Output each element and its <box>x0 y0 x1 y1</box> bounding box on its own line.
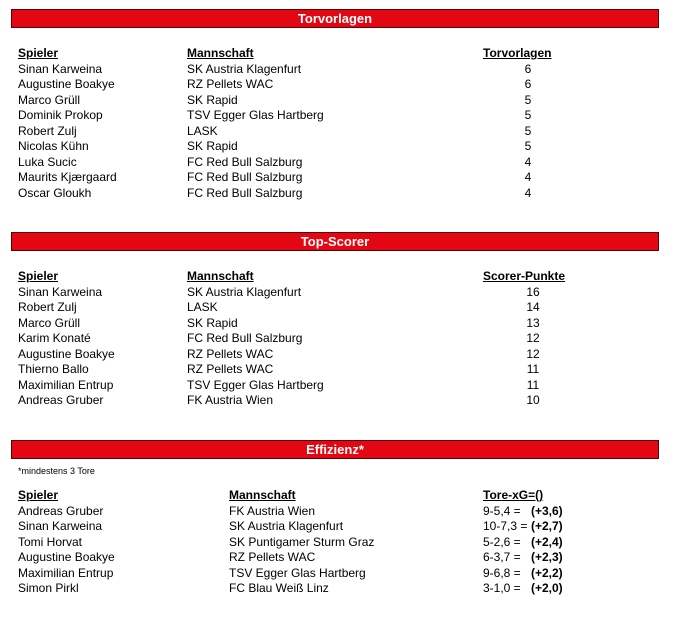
player-name: Maximilian Entrup <box>18 565 114 580</box>
team-name: RZ Pellets WAC <box>187 346 274 361</box>
team-name: TSV Egger Glas Hartberg <box>187 377 324 392</box>
goals-minus-xg: 6-3,7 = <box>483 550 521 564</box>
goals-minus-xg: 9-5,4 = <box>483 503 521 518</box>
header-value: Torvorlagen <box>483 46 552 60</box>
stat-value: 5 <box>524 139 532 153</box>
stat-value: 14 <box>526 300 540 314</box>
stat-value: 11 <box>526 362 540 376</box>
team-name: FK Austria Wien <box>229 503 316 518</box>
efficiency-diff: (+3,6) <box>531 503 563 518</box>
player-name: Simon Pirkl <box>18 581 79 595</box>
stat-value: 11 <box>526 377 540 392</box>
player-name: Thierno Ballo <box>18 362 89 376</box>
stat-value: 4 <box>524 154 532 169</box>
stat-value: 13 <box>526 315 540 330</box>
header-player: Spieler <box>18 488 59 502</box>
goals-minus-xg: 9-6,8 = <box>483 565 521 580</box>
goals-minus-xg: 3-1,0 = <box>483 581 521 595</box>
stat-value: 12 <box>526 331 540 345</box>
efficiency-diff: (+2,2) <box>531 565 563 580</box>
header-team: Mannschaft <box>229 488 296 502</box>
stat-value: 5 <box>524 123 532 138</box>
header-player: Spieler <box>18 46 59 60</box>
topscorer-section <box>11 232 659 407</box>
efficiency-diff: (+2,7) <box>531 519 563 533</box>
torvorlagen-section <box>11 9 659 200</box>
team-name: FC Blau Weiß Linz <box>229 581 329 595</box>
team-name: LASK <box>187 300 218 314</box>
effizienz-title: Effizienz* <box>11 440 659 459</box>
team-name: RZ Pellets WAC <box>187 77 274 91</box>
topscorer-title: Top-Scorer <box>11 232 659 251</box>
team-name: FK Austria Wien <box>187 393 274 407</box>
player-name: Nicolas Kühn <box>18 139 89 153</box>
player-name: Robert Zulj <box>18 123 77 138</box>
player-name: Sinan Karweina <box>18 61 103 76</box>
stat-value: 5 <box>524 108 532 122</box>
stat-value: 16 <box>526 284 540 299</box>
player-name: Luka Sucic <box>18 154 77 169</box>
player-name: Maurits Kjærgaard <box>18 170 117 184</box>
team-name: FC Red Bull Salzburg <box>187 170 303 184</box>
stat-value: 4 <box>524 185 532 200</box>
team-name: RZ Pellets WAC <box>229 550 316 564</box>
efficiency-diff: (+2,3) <box>531 550 563 564</box>
team-name: SK Austria Klagenfurt <box>187 284 302 299</box>
stat-value: 5 <box>524 92 532 107</box>
team-name: FC Red Bull Salzburg <box>187 185 303 200</box>
player-name: Maximilian Entrup <box>18 377 114 392</box>
player-name: Oscar Gloukh <box>18 185 92 200</box>
team-name: FC Red Bull Salzburg <box>187 331 303 345</box>
stat-value: 12 <box>526 346 540 361</box>
team-name: SK Austria Klagenfurt <box>187 61 302 76</box>
team-name: TSV Egger Glas Hartberg <box>229 565 366 580</box>
effizienz-section <box>11 440 659 595</box>
effizienz-footnote: *mindestens 3 Tore <box>18 466 95 476</box>
team-name: FC Red Bull Salzburg <box>187 154 303 169</box>
team-name: SK Rapid <box>187 315 238 330</box>
player-name: Dominik Prokop <box>18 108 103 122</box>
team-name: RZ Pellets WAC <box>187 362 274 376</box>
header-player: Spieler <box>18 269 59 283</box>
team-name: SK Austria Klagenfurt <box>229 519 344 533</box>
team-name: SK Rapid <box>187 139 238 153</box>
team-name: SK Rapid <box>187 92 238 107</box>
header-team: Mannschaft <box>187 269 254 283</box>
player-name: Marco Grüll <box>18 315 81 330</box>
header-value: Scorer-Punkte <box>483 269 566 283</box>
header-value: Tore-xG=() <box>483 488 544 502</box>
player-name: Andreas Gruber <box>18 503 104 518</box>
team-name: TSV Egger Glas Hartberg <box>187 108 324 122</box>
player-name: Karim Konaté <box>18 331 91 345</box>
stat-value: 6 <box>524 77 532 91</box>
team-name: LASK <box>187 123 218 138</box>
efficiency-diff: (+2,4) <box>531 534 563 549</box>
player-name: Tomi Horvat <box>18 534 83 549</box>
player-name: Augustine Boakye <box>18 346 115 361</box>
player-name: Augustine Boakye <box>18 77 115 91</box>
goals-minus-xg: 10-7,3 = <box>483 519 528 533</box>
player-name: Sinan Karweina <box>18 519 103 533</box>
header-team: Mannschaft <box>187 46 254 60</box>
stat-value: 10 <box>526 393 540 407</box>
stat-value: 6 <box>524 61 532 76</box>
goals-minus-xg: 5-2,6 = <box>483 534 521 549</box>
player-name: Marco Grüll <box>18 92 81 107</box>
efficiency-diff: (+2,0) <box>531 581 563 595</box>
player-name: Andreas Gruber <box>18 393 104 407</box>
player-name: Robert Zulj <box>18 300 77 314</box>
player-name: Augustine Boakye <box>18 550 115 564</box>
torvorlagen-title: Torvorlagen <box>11 9 659 28</box>
player-name: Sinan Karweina <box>18 284 103 299</box>
stat-value: 4 <box>524 170 532 184</box>
team-name: SK Puntigamer Sturm Graz <box>229 534 375 549</box>
